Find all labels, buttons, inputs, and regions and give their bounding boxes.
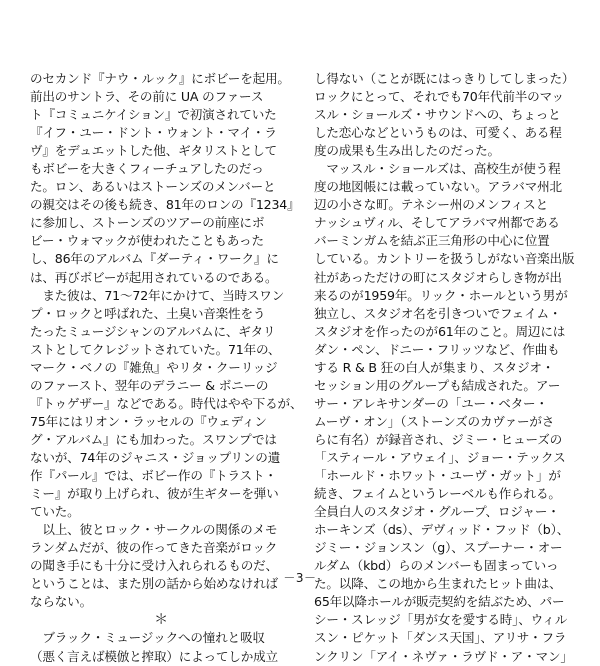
- text-line: プ・ロックと呼ばれた、土臭い音楽性をう: [30, 305, 266, 321]
- page-number: －3－: [283, 571, 317, 585]
- text-line: ていた。: [30, 504, 80, 520]
- text-line: ランダムだが、彼の作ってきた音楽がロック: [30, 540, 278, 556]
- text-line: 続き、フェイムというレーベルも作られる。: [314, 486, 561, 502]
- text-line: スン・ピケット「ダンス天国」、アリサ・フラ: [314, 630, 567, 646]
- text-line: ルダム（kbd）らのメンバーも固まっていっ: [314, 558, 559, 574]
- text-line: マッスル・ショールズは、高校生が使う程: [314, 161, 561, 177]
- left-text-block: [30, 70, 303, 611]
- text-line: ロックにとって、それでも70年代前半のマッ: [314, 89, 564, 105]
- text-line: ンクリン「アイ・ネヴァ・ラヴド・ア・マン」: [314, 648, 573, 664]
- text-line: 前出のサントラ、その前に UA のファース: [30, 89, 264, 105]
- text-line: 以上、彼とロック・サークルの関係のメモ: [30, 522, 278, 538]
- text-line: サー・アレキサンダーの「ユー・ベター・: [314, 395, 548, 411]
- text-line: ストとしてクレジットされていた。71年の、: [30, 341, 281, 357]
- text-line: もボビーを大きくフィーチュアしたのだっ: [30, 161, 264, 177]
- text-line: の親交はその後も続き、81年のロンの『1234』: [30, 197, 300, 213]
- text-line: している。カントリーを扱うしがない音楽出版: [314, 251, 575, 267]
- text-line: らに有名）が録音され、ジミー・ヒューズの: [314, 431, 563, 447]
- text-line: した恋心などというものは、可愛く、ある程: [314, 125, 562, 141]
- section-separator: ＊: [154, 612, 168, 629]
- text-line: 『イフ・ユー・ドント・ウォント・マイ・ラ: [30, 125, 277, 141]
- text-line: に参加し、ストーンズのツアーの前座にボ: [30, 215, 265, 231]
- text-line: 度の成果も生み出したのだった。: [314, 143, 500, 159]
- text-line: グ・アルバム』にも加わった。スワンプでは: [30, 431, 277, 447]
- text-line: ホーキンズ（ds）、デヴィッド・フッド（b）、: [314, 522, 570, 538]
- text-line: ヴ』をデュエットした他、ギタリストとして: [30, 143, 277, 159]
- text-line: 「スティール・アウェイ」、ジョー・テックス: [314, 449, 566, 465]
- text-line: た。ロン、あるいはストーンズのメンバーと: [30, 179, 276, 195]
- text-line: 『トゥゲザー』などである。時代はやや下るが、: [30, 395, 303, 411]
- text-line: ビー・ウォマックが使われたこともあった: [30, 233, 264, 249]
- text-line: ということは、また別の話から始めなければ: [30, 576, 278, 592]
- text-line: また彼は、71～72年にかけて、当時スワン: [30, 287, 285, 303]
- text-line: 作『パール』では、ボビー作の『トラスト・: [30, 468, 277, 484]
- text-line: 来るのが1959年。リック・ホールという男が: [314, 287, 568, 303]
- text-line: マーク・ベノの『雑魚』やリタ・クーリッジ: [30, 359, 278, 375]
- text-line: 65年以降ホールが販売契約を結ぶため、パー: [314, 594, 565, 610]
- text-line: し、86年のアルバム『ダーティ・ワーク』に: [30, 251, 279, 267]
- text-line: のファースト、翌年のデラニー & ボニーの: [30, 377, 269, 393]
- text-line: 辺の小さな町。テネシー州のメンフィスと: [314, 197, 548, 213]
- text-line: する R & B 狂の白人が集まり、スタジオ・: [314, 359, 555, 375]
- text-line: 独立し、スタジオ名を引きついでフェイム・: [314, 305, 562, 321]
- text-line: ジミー・ジョンスン（g）、スプーナー・オー: [314, 540, 563, 556]
- text-line: 社があっただけの町にスタジオらしき物が出: [314, 269, 562, 285]
- left-text-block-after-separator: [30, 629, 292, 665]
- text-line: ミー』が取り上げられ、彼が生ギターを弾い: [30, 486, 279, 502]
- text-line: ダン・ペン、ドニー・フリッツなど、作曲も: [314, 341, 560, 357]
- text-line: スル・ショールズ・サウンドへの、ちょっと: [314, 107, 561, 123]
- text-line: ナッシュヴィル、そしてアラバマ州都である: [314, 215, 560, 231]
- text-line: た。以降、この地から生まれたヒット曲は、: [314, 576, 562, 592]
- text-line: バーミンガムを結ぶ正三角形の中心に位置: [314, 233, 550, 249]
- text-line: 「ホールド・ホワット・ユーヴ・ガット」が: [314, 468, 561, 484]
- text-line: たったミュージシャンのアルバムに、ギタリ: [30, 323, 276, 339]
- text-line: シー・スレッジ「男が女を愛する時」、ウィル: [314, 612, 568, 628]
- text-line: ト『コミュニケイション』で初演されていた: [30, 107, 277, 123]
- text-line: ムーヴ・オン」（ストーンズのカヴァーがさ: [314, 413, 555, 429]
- text-line: ならない。: [30, 594, 92, 610]
- text-line: （悪く言えば模倣と搾取）によってしか成立: [30, 648, 278, 664]
- text-line: 75年にはリオン・ラッセルの『ウェディン: [30, 413, 267, 429]
- text-line: は、再びボビーが起用されているのである。: [30, 269, 278, 285]
- text-line: のセカンド『ナウ・ルック』にボビーを起用。: [30, 71, 290, 86]
- text-line: 全員白人のスタジオ・グループ、ロジャー・: [314, 504, 560, 520]
- text-line: セッション用のグループも結成された。アー: [314, 377, 561, 393]
- text-line: 度の地図帳には載っていない。アラバマ州北: [314, 179, 562, 195]
- text-line: スタジオを作ったのが61年のこと。周辺には: [314, 323, 566, 339]
- text-line: し得ない（ことが既にはっきりしてしまった）: [314, 71, 575, 86]
- text-line: ブラック・ミュージックへの憧れと吸収: [30, 630, 265, 646]
- text-line: ないが、74年のジャニス・ジョップリンの遺: [30, 449, 281, 465]
- text-line: の聞き手にも十分に受け入れられるものだ、: [30, 558, 278, 574]
